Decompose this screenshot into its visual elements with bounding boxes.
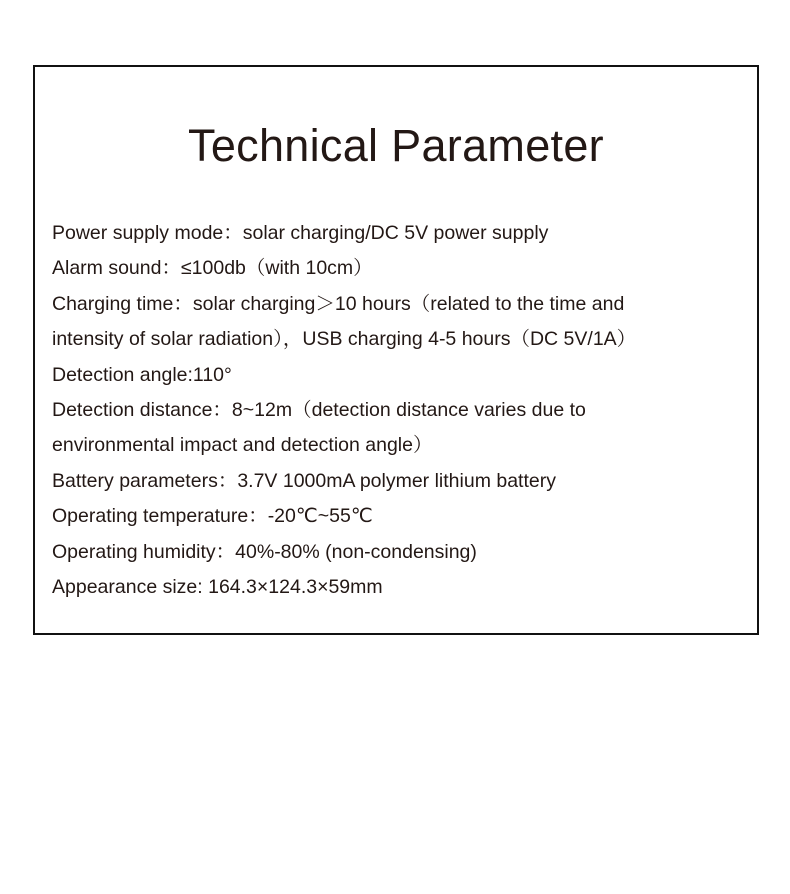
param-charging-time-continued: intensity of solar radiation），USB charging 4-5 hours（DC 5V/1A） [52, 328, 637, 351]
param-charging-time: Charging time：solar charging＞10 hours（related to the time and [52, 292, 625, 315]
page-title: Technical Parameter [188, 120, 604, 171]
param-operating-humidity: Operating humidity：40%-80% (non-condensing) [52, 540, 477, 563]
parameter-list [52, 216, 752, 605]
param-appearance-size: Appearance size: 164.3×124.3×59mm [52, 576, 383, 599]
param-detection-angle: Detection angle:110° [52, 363, 232, 386]
param-battery-parameters: Battery parameters：3.7V 1000mA polymer lithium battery [52, 469, 556, 492]
param-detection-distance: Detection distance：8~12m（detection distance varies due to [52, 399, 586, 422]
param-detection-distance-continued: environmental impact and detection angle） [52, 434, 433, 457]
param-power-supply-mode: Power supply mode：solar charging/DC 5V power supply [52, 222, 549, 244]
param-operating-temperature: Operating temperature：-20℃~55℃ [52, 505, 373, 528]
technical-parameter-panel [33, 65, 759, 635]
param-alarm-sound: Alarm sound：≤100db（with 10cm） [52, 257, 373, 280]
